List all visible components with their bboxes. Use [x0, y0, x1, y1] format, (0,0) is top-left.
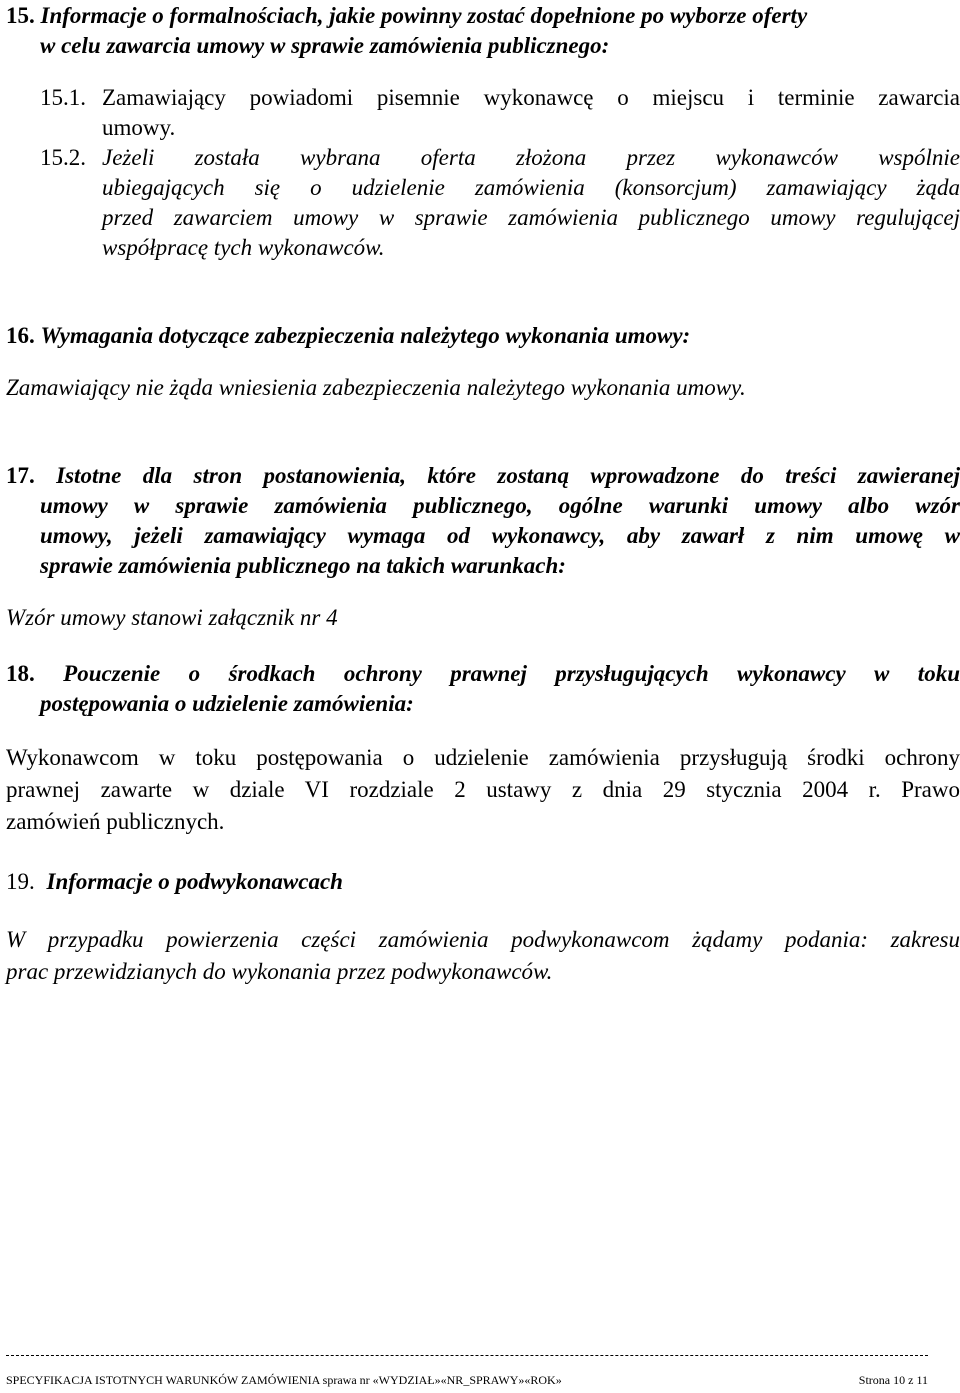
section-15-2-line-4: współpracę tych wykonawców. — [102, 235, 385, 260]
document-page — [6, 0, 960, 1393]
section-15-2-line-2: ubiegających się o udzielenie zamówienia (konsorcjum) zamawiający żąda — [102, 175, 960, 200]
section-17-number: 17. — [6, 463, 35, 488]
section-18-body-1: Wykonawcom w toku postępowania o udzielenie zamówienia przysługują środki ochrony — [6, 745, 960, 770]
section-19-title: Informacje o podwykonawcach — [46, 869, 343, 894]
section-18-body-2: prawnej zawarte w dziale VI rozdziale 2 ustawy z dnia 29 stycznia 2004 r. Prawo — [6, 777, 960, 802]
section-15-2-line-3: przed zawarciem umowy w sprawie zamówienia publicznego umowy regulującej — [102, 205, 960, 230]
section-18-line-2: postępowania o udzielenie zamówienia: — [40, 691, 414, 716]
footer-document-title: SPECYFIKACJA ISTOTNYCH WARUNKÓW ZAMÓWIENIA sprawa nr «WYDZIAŁ»«NR_SPRAWY»«ROK» — [6, 1373, 562, 1387]
section-15-heading — [6, 2, 807, 30]
section-17-line-3: umowy, jeżeli zamawiający wymaga od wykonawcy, aby zawarł z nim umowę w — [40, 523, 960, 548]
section-18-line-1 — [6, 660, 960, 688]
section-17-line-4: sprawie zamówienia publicznego na takich warunkach: — [40, 553, 566, 578]
section-19-body-2: prac przewidzianych do wykonania przez podwykonawców. — [6, 959, 553, 984]
section-18-body-3: zamówień publicznych. — [6, 809, 225, 834]
footer-divider — [6, 1355, 928, 1356]
footer-page-number: Strona 10 z 11 — [858, 1373, 928, 1387]
section-18-number: 18. — [6, 661, 35, 686]
section-19-number: 19. — [6, 869, 35, 894]
section-15-1-number: 15.1. — [40, 85, 86, 110]
section-17-body: Wzór umowy stanowi załącznik nr 4 — [6, 605, 338, 630]
section-17-line-2: umowy w sprawie zamówienia publicznego, ogólne warunki umowy albo wzór — [40, 493, 960, 518]
section-16-body: Zamawiający nie żąda wniesienia zabezpieczenia należytego wykonania umowy. — [6, 375, 746, 400]
section-15-2-line-1: Jeżeli została wybrana oferta złożona przez wykonawców wspólnie — [102, 145, 960, 170]
section-15-1-line-1: Zamawiający powiadomi pisemnie wykonawcę o miejscu i terminie zawarcia — [102, 85, 960, 110]
section-17-text-1: Istotne dla stron postanowienia, które zostaną wprowadzone do treści zawieranej — [56, 463, 960, 488]
section-17-line-1 — [6, 462, 960, 490]
section-15-number: 15. — [6, 3, 35, 28]
section-16-heading — [6, 322, 690, 350]
section-15-title-line-2: w celu zawarcia umowy w sprawie zamówienia publicznego: — [40, 33, 610, 58]
section-16-title: Wymagania dotyczące zabezpieczenia należytego wykonania umowy: — [40, 323, 691, 348]
section-16-number: 16. — [6, 323, 35, 348]
section-18-text-1: Pouczenie o środkach ochrony prawnej przysługujących wykonawcy w toku — [63, 661, 960, 686]
section-19-heading — [6, 868, 343, 896]
section-15-title-line-1: Informacje o formalnościach, jakie powinny zostać dopełnione po wyborze oferty — [40, 3, 808, 28]
section-15-2-number: 15.2. — [40, 145, 86, 170]
section-15-1-line-2: umowy. — [102, 115, 176, 140]
section-19-body-1: W przypadku powierzenia części zamówienia podwykonawcom żądamy podania: zakresu — [6, 927, 960, 952]
